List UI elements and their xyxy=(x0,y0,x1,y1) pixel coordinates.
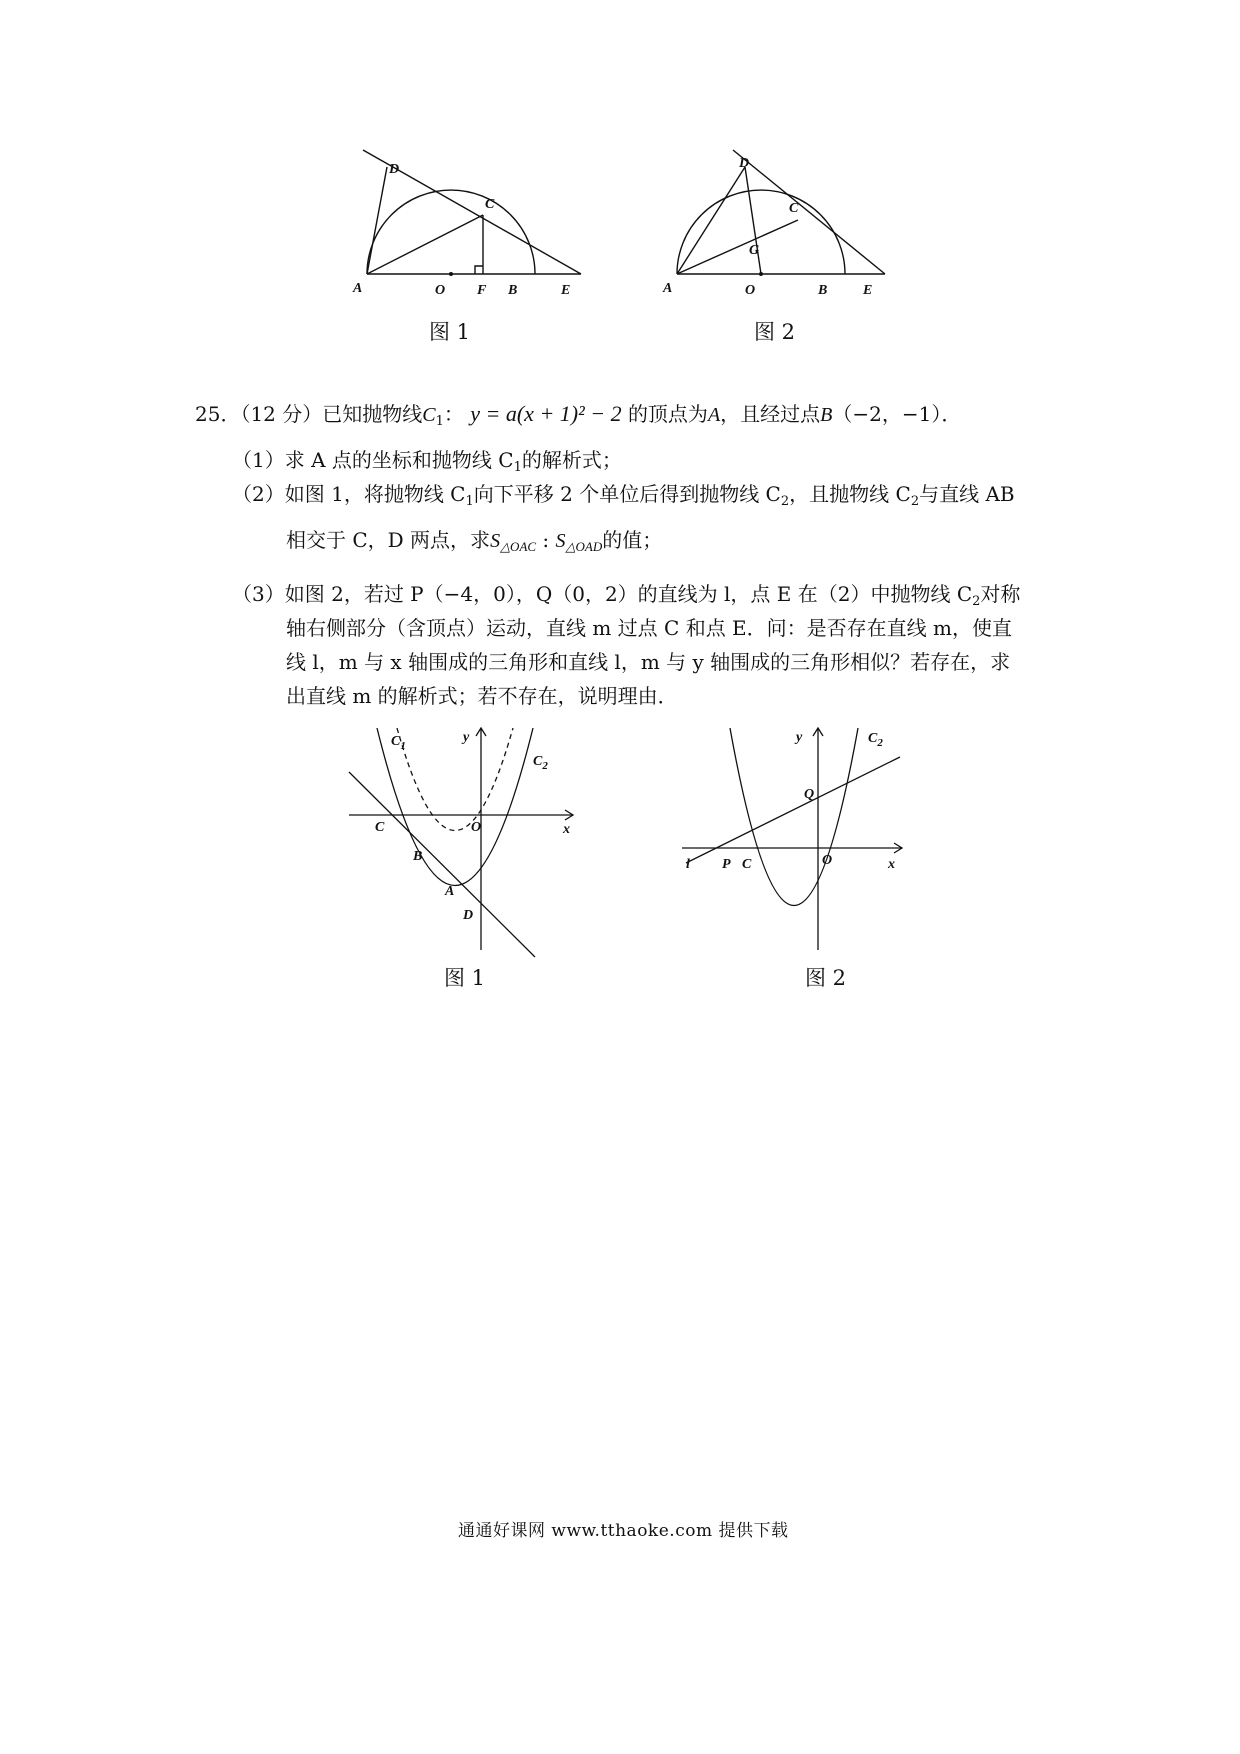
label-a: A xyxy=(445,884,455,899)
label-e: E xyxy=(863,283,873,298)
top-figure-2-caption: 图 2 xyxy=(754,320,796,344)
intro-tail: ，且经过点 xyxy=(720,402,821,426)
bottom-figure-1 xyxy=(345,720,585,960)
label-o: O xyxy=(822,853,833,868)
curve-sub: 1 xyxy=(435,414,444,429)
label-b: B xyxy=(413,849,423,864)
top-figure-2 xyxy=(665,150,915,300)
vertex-label: A xyxy=(707,404,721,426)
label-d: D xyxy=(463,908,474,923)
label-b: B xyxy=(508,283,518,298)
part-2-sub-1: 1 xyxy=(465,494,474,509)
label-c1: $C_1$ xyxy=(391,734,406,752)
part-3-sub: 2 xyxy=(972,594,981,609)
label-c: C xyxy=(789,201,799,216)
label-d: D xyxy=(389,162,400,177)
point-b-label: B xyxy=(820,404,833,426)
label-o: O xyxy=(745,283,756,298)
point-b-coords: （−2，−1）． xyxy=(832,402,962,426)
label-c: C xyxy=(375,820,385,835)
part-2-sub-2: 2 xyxy=(780,494,790,509)
part-1-text: 求 A 点的坐标和抛物线 C xyxy=(284,448,514,472)
bottom-figure-2-caption: 图 2 xyxy=(805,966,847,990)
label-a: A xyxy=(663,281,673,296)
area-symbol-2: S xyxy=(555,530,566,552)
part-1-sub: 1 xyxy=(513,460,522,475)
label-c: C xyxy=(742,857,752,872)
label-a: A xyxy=(353,281,363,296)
label-c: C xyxy=(485,197,495,212)
area-sub-2: △OAD xyxy=(565,539,603,554)
part-2-text-f: 的值； xyxy=(602,528,663,552)
problem-points: （12 分） xyxy=(240,402,323,426)
part-1-tail: 的解析式； xyxy=(521,448,622,472)
label-d: D xyxy=(739,156,750,171)
part-2-text-e: 相交于 C，D 两点，求 xyxy=(286,528,491,552)
intro-after: 的顶点为 xyxy=(627,402,708,426)
label-y: y xyxy=(463,730,470,745)
label-e: E xyxy=(561,283,571,298)
label-c2: $C_2$ xyxy=(533,754,548,772)
label-l: l xyxy=(686,857,690,872)
label-x: x xyxy=(563,822,570,837)
part-2-text-d: 与直线 AB xyxy=(919,482,1015,506)
part-2-text-a: 如图 1，将抛物线 C xyxy=(284,482,466,506)
label-c2: $C_2$ xyxy=(868,731,883,749)
top-figure-1 xyxy=(355,150,615,300)
label-o: O xyxy=(471,820,482,835)
part-2-line-2 xyxy=(286,523,662,564)
part-1-number: （1） xyxy=(232,448,285,472)
label-y: y xyxy=(796,730,803,745)
part-3-text-b: 对称 xyxy=(980,582,1021,606)
curve-name: C xyxy=(422,404,436,426)
label-p: P xyxy=(722,857,731,872)
parabola-formula: y = a(x + 1)² − 2 xyxy=(470,401,622,426)
part-2-sub-3: 2 xyxy=(910,494,920,509)
top-figure-1-caption: 图 1 xyxy=(429,320,471,344)
label-b: B xyxy=(818,283,828,298)
colon: ： xyxy=(443,402,464,426)
page-footer: 通通好课网 www.tthaoke.com 提供下载 xyxy=(458,1521,789,1541)
label-g: G xyxy=(749,243,760,258)
label-f: F xyxy=(477,283,487,298)
problem-number: 25． xyxy=(195,402,241,426)
part-2-number: （2） xyxy=(232,482,285,506)
part-3-number: （3） xyxy=(232,582,285,606)
area-symbol-1: S xyxy=(490,530,501,552)
part-3-text-a: 如图 2，若过 P（−4，0），Q（0，2）的直线为 l，点 E 在（2）中抛物线 C xyxy=(284,582,973,606)
label-x: x xyxy=(888,857,895,872)
part-2-text-b: 向下平移 2 个单位后得到抛物线 C xyxy=(473,482,781,506)
part-3-line-2: 轴右侧部分（含顶点）运动，直线 m 过点 C 和点 E．问：是否存在直线 m，使直 xyxy=(286,616,1012,640)
label-q: Q xyxy=(804,787,815,802)
part-2-text-c: ，且抛物线 C xyxy=(789,482,911,506)
part-3-line-4: 出直线 m 的解析式；若不存在，说明理由． xyxy=(286,684,678,708)
area-sub-1: △OAC xyxy=(500,539,537,554)
bottom-figure-1-caption: 图 1 xyxy=(444,966,486,990)
intro-text: 已知抛物线 xyxy=(322,402,423,426)
part-3-line-3: 线 l，m 与 x 轴围成的三角形和直线 l，m 与 y 轴围成的三角形相似？若存在，求 xyxy=(286,650,1011,674)
label-o: O xyxy=(435,283,446,298)
problem-statement xyxy=(195,397,961,439)
part-2-line-1 xyxy=(232,477,1015,519)
bottom-figure-2 xyxy=(678,720,918,960)
ratio-sign: : xyxy=(536,528,556,552)
